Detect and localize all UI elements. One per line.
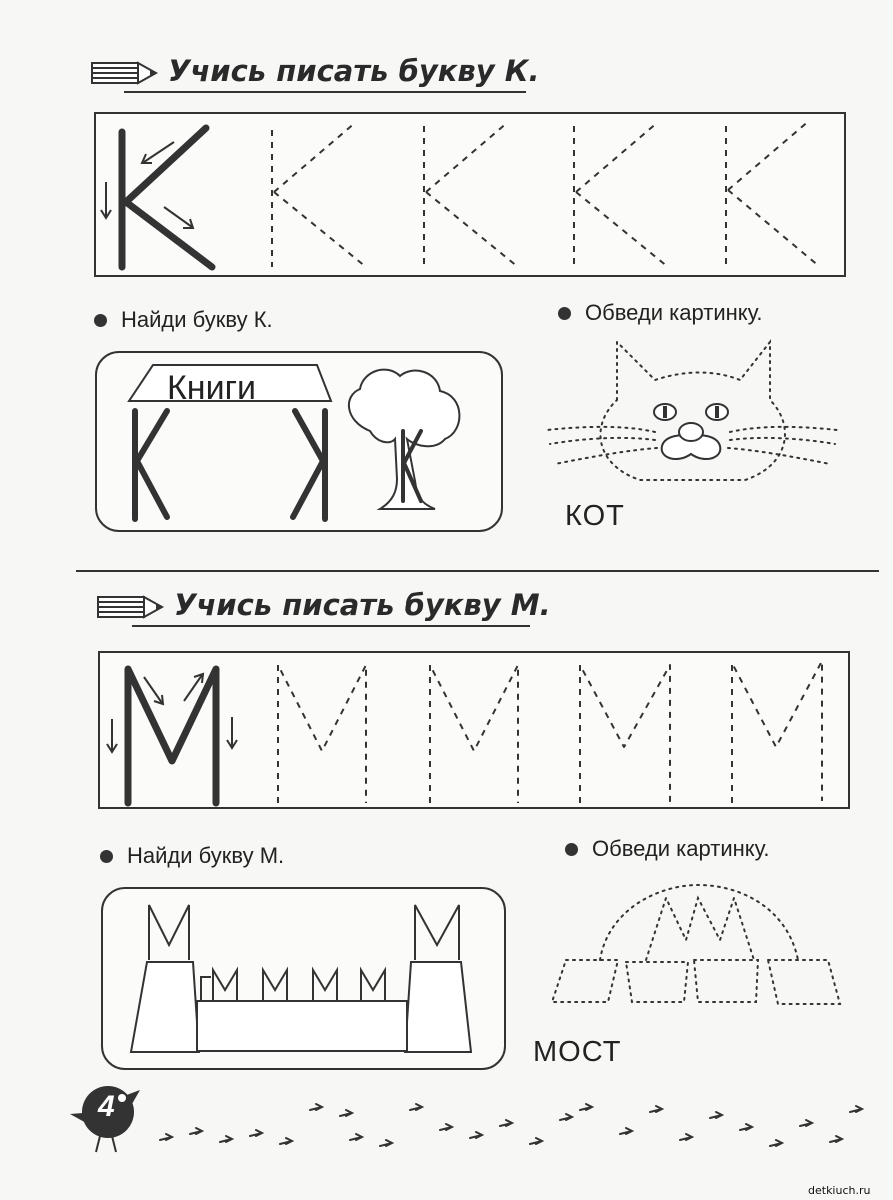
pencil-icon [98, 594, 164, 620]
m-letter-strokes [98, 651, 850, 809]
section-divider [76, 570, 879, 572]
pencil-icon [92, 60, 158, 86]
k-trace-task-label: Обведи картинку. [585, 300, 763, 325]
page-number: 4 [98, 1090, 115, 1123]
cat-dotted-picture [545, 340, 845, 490]
k-find-task-label: Найди букву К. [121, 307, 273, 332]
section-k-heading: Учись писать букву К. [168, 54, 540, 88]
bullet-icon [558, 307, 571, 320]
bullet-icon [100, 850, 113, 863]
section-m-heading: Учись писать букву М. [174, 588, 551, 622]
bridge-word: МОСТ [533, 1036, 622, 1068]
cat-word: КОТ [565, 500, 625, 532]
k-trace-task [558, 300, 763, 326]
section-k-heading-underline [124, 91, 526, 93]
bullet-icon [94, 314, 107, 327]
section-m-heading-underline [132, 625, 530, 627]
books-sign-label: Книги [167, 369, 256, 407]
k-letter-strokes [94, 112, 846, 277]
bird-footprints-decoration [150, 1090, 890, 1160]
m-trace-task-label: Обведи картинку. [592, 836, 770, 861]
m-find-task [100, 843, 284, 869]
bullet-icon [565, 843, 578, 856]
bridge-dotted-picture [548, 880, 848, 1035]
k-find-picture [95, 351, 503, 532]
m-find-task-label: Найди букву М. [127, 843, 285, 868]
k-find-task [94, 307, 273, 333]
watermark: detkiuch.ru [808, 1184, 871, 1197]
m-trace-task [565, 836, 770, 862]
m-castle-picture [101, 887, 506, 1070]
